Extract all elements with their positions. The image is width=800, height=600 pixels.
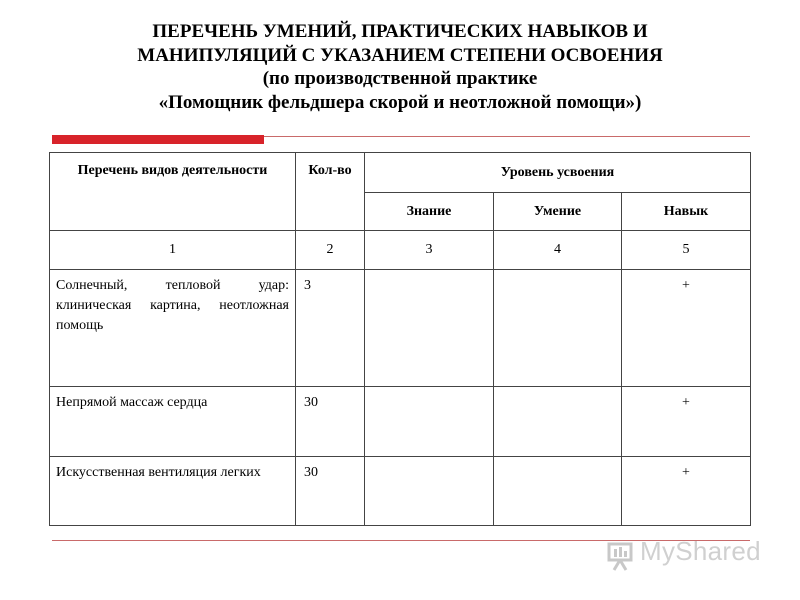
knowledge-cell [365,457,494,526]
column-number: 3 [365,231,494,270]
knowledge-cell [365,387,494,457]
activity-cell: Непрямой массаж сердца [50,387,296,457]
header-ability: Умение [494,193,622,231]
title-line-2: МАНИПУЛЯЦИЙ С УКАЗАНИЕМ СТЕПЕНИ ОСВОЕНИЯ [137,44,663,66]
skill-cell: + [622,270,751,387]
qty-cell: 30 [296,387,365,457]
page-title [40,20,760,114]
watermark-logo: MyShared [640,536,761,566]
top-divider [264,136,750,137]
column-number: 4 [494,231,622,270]
column-number: 5 [622,231,751,270]
red-accent-bar [52,135,264,144]
ability-cell [494,270,622,387]
title-line-1: ПЕРЕЧЕНЬ УМЕНИЙ, ПРАКТИЧЕСКИХ НАВЫКОВ И [152,21,648,42]
activity-cell: Искусственная вентиляция легких [50,457,296,526]
ability-cell [494,387,622,457]
header-qty: Кол-во [296,153,365,231]
table-row [50,457,751,526]
column-number: 1 [50,231,296,270]
column-number: 2 [296,231,365,270]
table-row [50,387,751,457]
ability-cell [494,457,622,526]
skill-cell: + [622,457,751,526]
activity-cell: Солнечный, тепловой удар: клиническая картина, неотложная помощь [50,270,296,387]
skill-cell: + [622,387,751,457]
knowledge-cell [365,270,494,387]
presentation-board-icon [606,540,636,572]
table-row [50,270,751,387]
header-knowledge: Знание [365,193,494,231]
header-activity: Перечень видов деятельности [50,153,296,231]
skills-table [49,152,751,526]
header-row [50,153,751,193]
header-skill: Навык [622,193,751,231]
column-numbers-row [50,231,751,270]
header-level: Уровень усвоения [365,153,751,193]
qty-cell: 30 [296,457,365,526]
qty-cell: 3 [296,270,365,387]
title-line-4: «Помощник фельдшера скорой и неотложной помощи») [158,91,642,113]
title-line-3: (по производственной практике [262,68,538,89]
